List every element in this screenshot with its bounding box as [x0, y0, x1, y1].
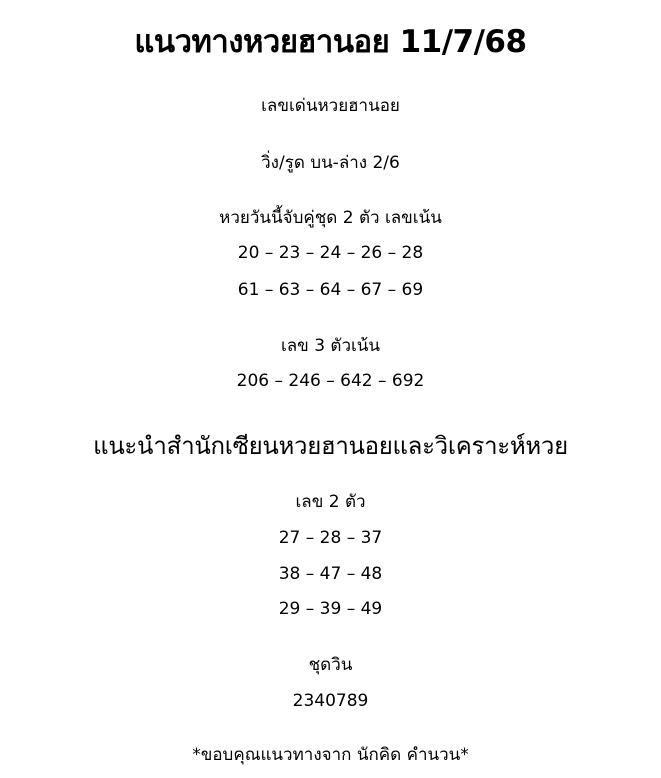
run-numbers-text: วิ่ง/รูด บน-ล่าง 2/6 — [261, 153, 400, 173]
two-digit-row-1: 27 – 28 – 37 — [278, 528, 383, 548]
two-digit-heading: เลข 2 ตัว — [295, 492, 366, 512]
pairs-row-2: 61 – 63 – 64 – 67 – 69 — [237, 280, 424, 300]
win-set-value: 2340789 — [292, 691, 369, 711]
footer-credit: *ขอบคุณแนวทางจาก นักคิด คำนวน* — [192, 745, 469, 765]
pairs-heading: หวยวันนี้จับคู่ชุด 2 ตัว เลขเน้น — [219, 208, 442, 228]
highlight-heading: เลขเด่นหวยฮานอย — [261, 96, 400, 116]
two-digit-row-2: 38 – 47 – 48 — [278, 564, 383, 584]
three-digit-row: 206 – 246 – 642 – 692 — [236, 371, 425, 391]
pairs-row-1: 20 – 23 – 24 – 26 – 28 — [237, 243, 424, 263]
section-heading: แนะนำสำนักเซียนหวยฮานอยและวิเคราะห์หวย — [93, 432, 568, 460]
two-digit-row-3: 29 – 39 – 49 — [278, 599, 383, 619]
win-set-heading: ชุดวิน — [308, 655, 353, 675]
page-title: แนวทางหวยฮานอย 11/7/68 — [134, 24, 527, 60]
three-digit-heading: เลข 3 ตัวเน้น — [280, 336, 381, 356]
